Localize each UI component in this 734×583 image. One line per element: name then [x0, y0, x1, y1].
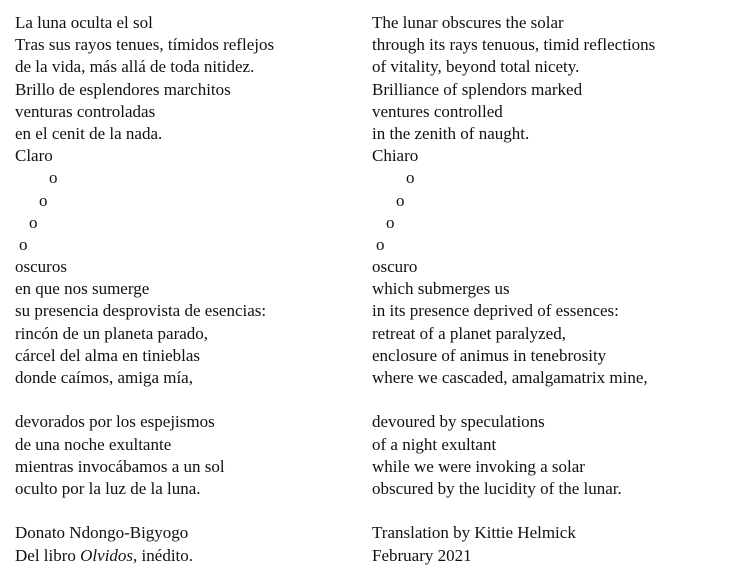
poem-line: enclosure of animus in tenebrosity — [372, 345, 607, 365]
english-poem-column — [372, 12, 722, 567]
poem-line: Brillo de esplendores marchitos — [15, 79, 231, 99]
dot-glyph: o — [19, 234, 28, 254]
poem-line: where we cascaded, amalgamatrix mine, — [372, 368, 648, 387]
poem-line: oculto por la luz de la luna. — [15, 478, 201, 498]
source-prefix: Del libro — [15, 545, 81, 565]
poem-line: obscured by the lucidity of the lunar. — [372, 478, 622, 498]
spanish-poem-column — [15, 12, 365, 567]
dot-glyph: o — [396, 190, 405, 210]
poem-line: ventures controlled — [372, 101, 503, 121]
poem-line: of vitality, beyond total nicety. — [372, 57, 580, 77]
poem-line: venturas controladas — [15, 101, 156, 121]
poem-line: su presencia desprovista de esencias: — [15, 301, 267, 321]
poem-line: of a night exultant — [372, 434, 497, 454]
translation-date: February 2021 — [372, 545, 472, 565]
poem-line: Claro — [15, 146, 53, 166]
poem-line: which submerges us — [372, 279, 510, 299]
poem-line: while we were invoking a solar — [372, 456, 585, 476]
dot-glyph: o — [39, 190, 48, 210]
poem-line: Brilliance of splendors marked — [372, 79, 583, 99]
poem-line: in its presence deprived of essences: — [372, 301, 619, 321]
dot-glyph: o — [386, 212, 395, 232]
poem-line: La luna oculta el sol — [15, 13, 153, 32]
dot-glyph: o — [406, 168, 415, 188]
poem-line: The lunar obscures the solar — [372, 13, 564, 32]
poem-line: de una noche exultante — [15, 434, 172, 454]
poem-line: rincón de un planeta parado, — [15, 323, 209, 343]
stanza-break — [15, 389, 365, 411]
source-suffix: , inédito. — [133, 545, 194, 565]
dot-glyph: o — [376, 234, 385, 254]
poem-line: devorados por los espejismos — [15, 412, 215, 432]
stanza-break — [372, 500, 722, 522]
poem-line: in the zenith of naught. — [372, 123, 530, 143]
poem-line: de la vida, más allá de toda nitidez. — [15, 57, 255, 77]
poem-line: oscuros — [15, 257, 67, 277]
stanza-break — [372, 389, 722, 411]
poem-line: en el cenit de la nada. — [15, 123, 163, 143]
poem-line: mientras invocábamos a un sol — [15, 456, 225, 476]
book-title: Olvidos — [80, 545, 134, 565]
poem-line: Tras sus rayos tenues, tímidos reflejos — [15, 35, 275, 55]
dot-glyph: o — [49, 168, 58, 188]
poem-line: cárcel del alma en tinieblas — [15, 345, 201, 365]
poem-line: through its rays tenuous, timid reflections — [372, 35, 656, 55]
dot-glyph: o — [29, 212, 38, 232]
poem-line: donde caímos, amiga mía, — [15, 368, 193, 387]
poem-line: oscuro — [372, 257, 418, 277]
stanza-break — [15, 500, 365, 522]
translator-credit: Translation by Kittie Helmick — [372, 523, 576, 543]
poem-line: Chiaro — [372, 146, 419, 166]
poem-line: devoured by speculations — [372, 412, 545, 432]
poem-line: retreat of a planet paralyzed, — [372, 323, 566, 343]
author-name: Donato Ndongo-Bigyogo — [15, 523, 189, 543]
poem-line: en que nos sumerge — [15, 279, 150, 299]
source-line — [15, 545, 365, 567]
